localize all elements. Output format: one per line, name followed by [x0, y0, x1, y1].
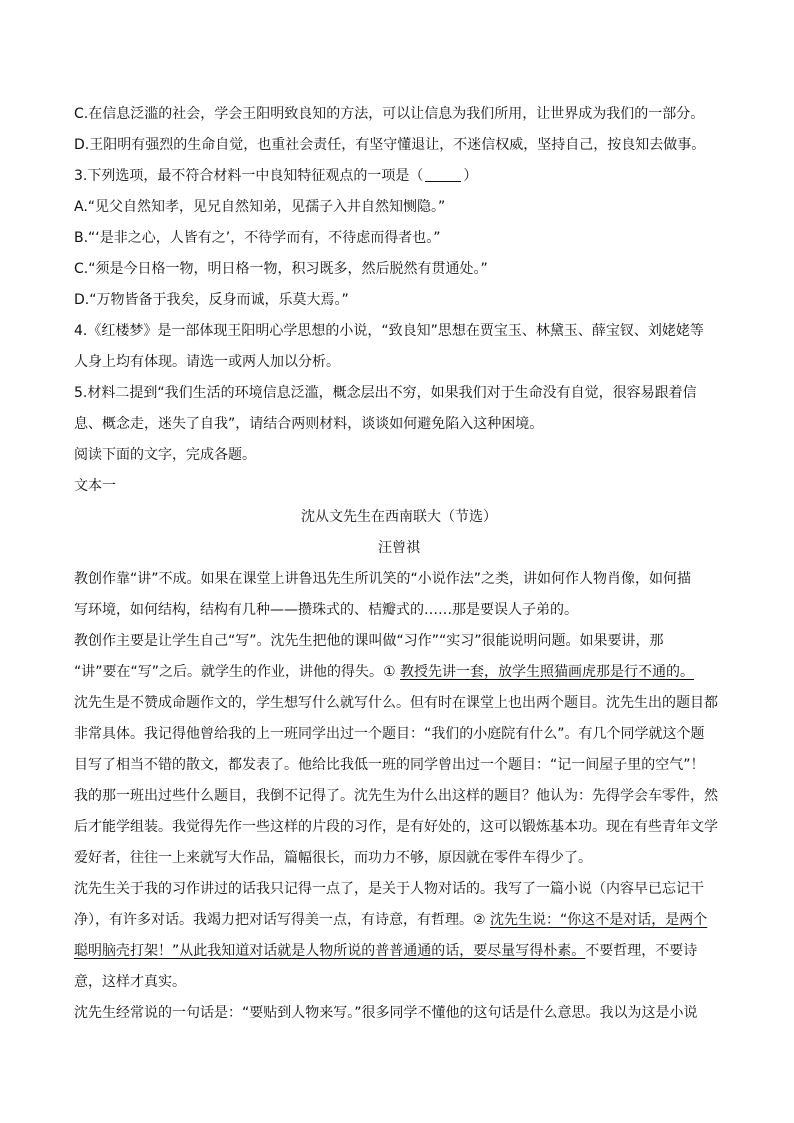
paragraph-3-line: 后才能学组装。我觉得先作一些这样的片段的习作，是有好处的，这可以锻炼基本功。现在有些青年文学: [74, 819, 718, 835]
paragraph-4-text: 净），有许多对话。我竭力把对话写得美一点，有诗意，有哲理。②: [74, 912, 490, 928]
question-3-option-d: D.“万物皆备于我矣，反身而诚，乐莫大焉。”: [74, 292, 349, 308]
question-3-option-b: B.“‘是非之心，人皆有之’，不待学而有，不待虑而得者也。”: [74, 230, 441, 246]
question-3-option-c: C.“须是今日格一物，明日格一物，积习既多，然后脱然有贯通处。”: [74, 261, 488, 277]
paragraph-3-line: 沈先生是不赞成命题作文的，学生想写什么就写什么。但有时在课堂上也出两个题目。沈先生出的题目都: [74, 695, 718, 711]
text-label: 文本一: [74, 478, 116, 494]
paragraph-4-line: 沈先生关于我的习作讲过的话我只记得一点了，是关于人物对话的。我写了一篇小说（内容早已忘记干: [74, 881, 704, 897]
question-3-stem: [74, 161, 724, 192]
paragraph-3-line: 非常具体。我记得他曾给我的上一班同学出过一个题目：“我们的小庭院有什么”。有几个同学就这个题: [74, 726, 705, 742]
paragraph-1-line: 教创作靠“讲”不成。如果在课堂上讲鲁迅先生所讥笑的“小说作法”之类，讲如何作人物肖像，如何描: [74, 571, 692, 587]
underlined-sentence-2-cont: 聪明脑壳打架！”从此我知道对话就是人物所说的普普通通的话，要尽量写得朴素。: [74, 943, 586, 959]
answer-blank: [425, 167, 461, 182]
underlined-sentence-2: 沈先生说：“你这不是对话，是两个: [490, 912, 708, 928]
paragraph-4-line: [74, 905, 724, 936]
paragraph-3-line: 爱好者，往往一上来就写大作品，篇幅很长，而功力不够，原因就在零件车得少了。: [74, 850, 592, 866]
option-d-prev: D.王阳明有强烈的生命自觉，也重社会责任，有坚守懂退让，不迷信权威，坚持自己，按良知去做事。: [74, 137, 706, 153]
question-5-line: 息、概念走，迷失了自我”，请结合两则材料，谈谈如何避免陷入这种困境。: [74, 416, 544, 432]
paragraph-4-line: 意，这样才真实。: [74, 974, 186, 990]
question-4-line: 4.《红楼梦》是一部体现王阳明心学思想的小说，“致良知”思想在贾宝玉、林黛玉、薛宝钗、刘姥姥等: [74, 323, 704, 339]
paragraph-2-line: [74, 657, 724, 688]
article-title: 沈从文先生在西南联大（节选）: [301, 509, 497, 525]
document-page: [74, 99, 724, 1029]
paragraph-3-line: 我的那一班出过些什么题目，我倒不记得了。沈先生为什么出这样的题目？他认为：先得学会车零件，然: [74, 788, 718, 804]
question-3-stem-close: ）: [463, 168, 478, 184]
question-4-line: 人身上均有体现。请选一或两人加以分析。: [74, 354, 340, 370]
paragraph-3-line: 目写了相当不错的散文，都发表了。他给比我低一班的同学曾出过一个题目：“记一间屋子里的空气”！: [74, 757, 705, 773]
paragraph-1-line: 写环境，如何结构，结构有几种——攒珠式的、桔瓣式的……那是要误人子弟的。: [74, 602, 578, 618]
question-3-option-a: A.“见父自然知孝，见兄自然知弟，见孺子入井自然知恻隐。”: [74, 199, 446, 215]
question-5-line: 5.材料二提到“我们生活的环境信息泛滥，概念层出不穷，如果我们对于生命没有自觉，很容易跟着信: [74, 385, 697, 401]
article-author: 汪曾祺: [378, 540, 420, 556]
paragraph-2-line: 教创作主要是让学生自己“写”。沈先生把他的课叫做“习作”“实习”很能说明问题。如果要讲，那: [74, 633, 664, 649]
underlined-sentence-1: 教授先讲一套，放学生照猫画虎那是行不通的。: [400, 664, 695, 680]
paragraph-5-line: 沈先生经常说的一句话是：“要贴到人物来写。”很多同学不懂他的这句话是什么意思。我以为这是小说: [74, 1005, 698, 1021]
paragraph-4-text: 不要哲理，不要诗: [585, 943, 698, 959]
paragraph-2-text: “讲”要在“写”之后。就学生的作业，讲他的得失。①: [74, 664, 401, 680]
reading-instruction: 阅读下面的文字，完成各题。: [74, 447, 256, 463]
paragraph-4-line: [74, 936, 724, 967]
question-3-stem-text: 3.下列选项，最不符合材料一中良知特征观点的一项是（: [74, 168, 424, 184]
option-c-prev: C.在信息泛滥的社会，学会王阳明致良知的方法，可以让信息为我们所用，让世界成为我们的一部分。: [74, 106, 705, 122]
